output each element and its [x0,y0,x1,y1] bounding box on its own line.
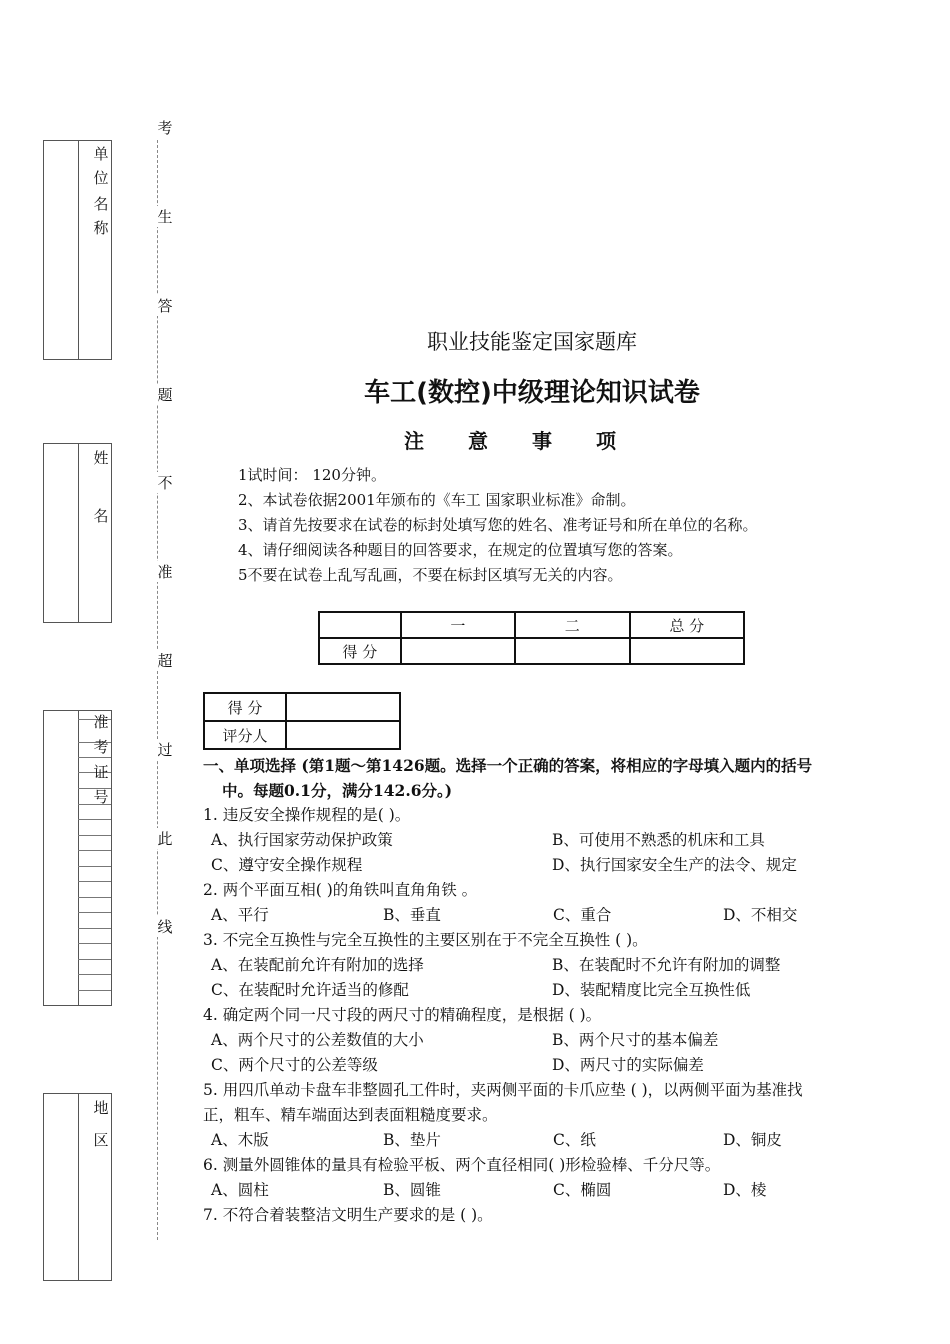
option-d[interactable]: D、装配精度比完全互换性低 [552,981,751,999]
option-c[interactable]: C、纸 [553,1131,596,1149]
option-b[interactable]: B、圆锥 [383,1181,441,1199]
option-d[interactable]: D、执行国家安全生产的法令、规定 [552,856,797,874]
region-label-char: 区 [93,1131,109,1149]
score-cell[interactable] [630,638,744,664]
option-c[interactable]: C、椭圆 [553,1181,612,1199]
notice-item: 2、本试卷依据2001年颁布的《车工 国家职业标准》命制。 [238,491,636,509]
option-a[interactable]: A、圆柱 [211,1181,269,1199]
option-d[interactable]: D、铜皮 [723,1131,782,1149]
notice-item: 1试时间： 120分钟。 [238,466,386,484]
cut-line-char: 考 [157,119,173,137]
notice-heading: 注意事项 [404,429,660,453]
notice-item: 3、请首先按要求在试卷的标封处填写您的姓名、准考证号和所在单位的名称。 [238,516,758,534]
cut-line-char: 超 [157,652,173,670]
option-d[interactable]: D、棱 [723,1181,767,1199]
exam-bank-title: 职业技能鉴定国家题库 [427,330,637,354]
exam-id-label-char: 号 [93,788,109,806]
notice-item: 5不要在试卷上乱写乱画，不要在标封区填写无关的内容。 [238,566,623,584]
option-b[interactable]: B、可使用不熟悉的机床和工具 [552,831,765,849]
cut-line-char: 题 [157,386,173,404]
cut-line-char: 此 [157,830,173,848]
option-b[interactable]: B、垫片 [383,1131,441,1149]
notice-item: 4、请仔细阅读各种题目的回答要求，在规定的位置填写您的答案。 [238,541,683,559]
question-2: 2. 两个平面互相( )的角铁叫直角角铁 。 [203,881,478,899]
exam-id-label-char: 考 [93,738,109,756]
question-3: 3. 不完全互换性与完全互换性的主要区别在于不完全互换性 ( )。 [203,931,648,949]
score-header-cell: 一 [401,612,515,638]
option-c[interactable]: C、两个尺寸的公差等级 [211,1056,378,1074]
unit-label-char: 位 [93,169,109,187]
region-label-char: 地 [93,1099,109,1117]
region-box[interactable] [43,1093,112,1281]
option-b[interactable]: B、在装配时不允许有附加的调整 [552,956,781,974]
region-field [78,1094,79,1280]
grader-name-label: 评分人 [204,721,286,749]
question-5-cont: 正，粗车、精车端面达到表面粗糙度要求。 [203,1106,498,1124]
exam-paper-title: 车工(数控)中级理论知识试卷 [364,378,700,408]
unit-label-char: 称 [93,219,109,237]
score-header-cell: 总 分 [630,612,744,638]
grader-score-cell[interactable] [286,693,400,721]
score-row-label: 得 分 [319,638,401,664]
grader-table [203,692,401,750]
exam-id-label-char: 准 [93,713,109,731]
name-label-char: 姓 [93,449,109,467]
option-a[interactable]: A、执行国家劳动保护政策 [211,831,393,849]
option-a[interactable]: A、两个尺寸的公差数值的大小 [211,1031,424,1049]
question-7: 7. 不符合着装整洁文明生产要求的是 ( )。 [203,1206,493,1224]
option-c[interactable]: C、重合 [553,906,612,924]
score-header-cell: 二 [515,612,629,638]
exam-id-field [78,711,79,1005]
question-1: 1. 违反安全操作规程的是( )。 [203,806,411,824]
cut-line-char: 生 [157,208,173,226]
name-box[interactable] [43,443,112,623]
option-a[interactable]: A、平行 [211,906,269,924]
option-c[interactable]: C、遵守安全操作规程 [211,856,363,874]
cut-line-char: 准 [157,563,173,581]
option-b[interactable]: B、两个尺寸的基本偏差 [552,1031,719,1049]
cut-line-char: 过 [157,741,173,759]
score-header-cell [319,612,401,638]
question-6: 6. 测量外圆锥体的量具有检验平板、两个直径相同( )形检验棒、千分尺等。 [203,1156,721,1174]
name-field [78,444,79,622]
cut-line-char: 答 [157,297,173,315]
unit-label-char: 单 [93,145,109,163]
section-heading-cont: 中。每题0.1分，满分142.6分。) [222,781,453,800]
score-cell[interactable] [401,638,515,664]
option-a[interactable]: A、木版 [211,1131,269,1149]
grader-name-cell[interactable] [286,721,400,749]
option-d[interactable]: D、两尺寸的实际偏差 [552,1056,704,1074]
cut-line-char: 不 [157,474,173,492]
option-d[interactable]: D、不相交 [723,906,798,924]
score-cell[interactable] [515,638,629,664]
section-heading: 一、单项选择 (第1题～第1426题。选择一个正确的答案，将相应的字母填入题内的括号 [203,756,813,775]
exam-id-label-char: 证 [93,763,109,781]
grader-score-label: 得 分 [204,693,286,721]
cut-line-char: 线 [157,918,173,936]
score-table [318,611,745,665]
option-c[interactable]: C、在装配时允许适当的修配 [211,981,409,999]
option-b[interactable]: B、垂直 [383,906,441,924]
option-a[interactable]: A、在装配前允许有附加的选择 [211,956,424,974]
name-label-char: 名 [93,507,109,525]
question-5: 5. 用四爪单动卡盘车非整圆孔工件时，夹两侧平面的卡爪应垫 ( )，以两侧平面为基准找 [203,1081,803,1099]
question-4: 4. 确定两个同一尺寸段的两尺寸的精确程度，是根据 ( )。 [203,1006,602,1024]
unit-label-char: 名 [93,195,109,213]
